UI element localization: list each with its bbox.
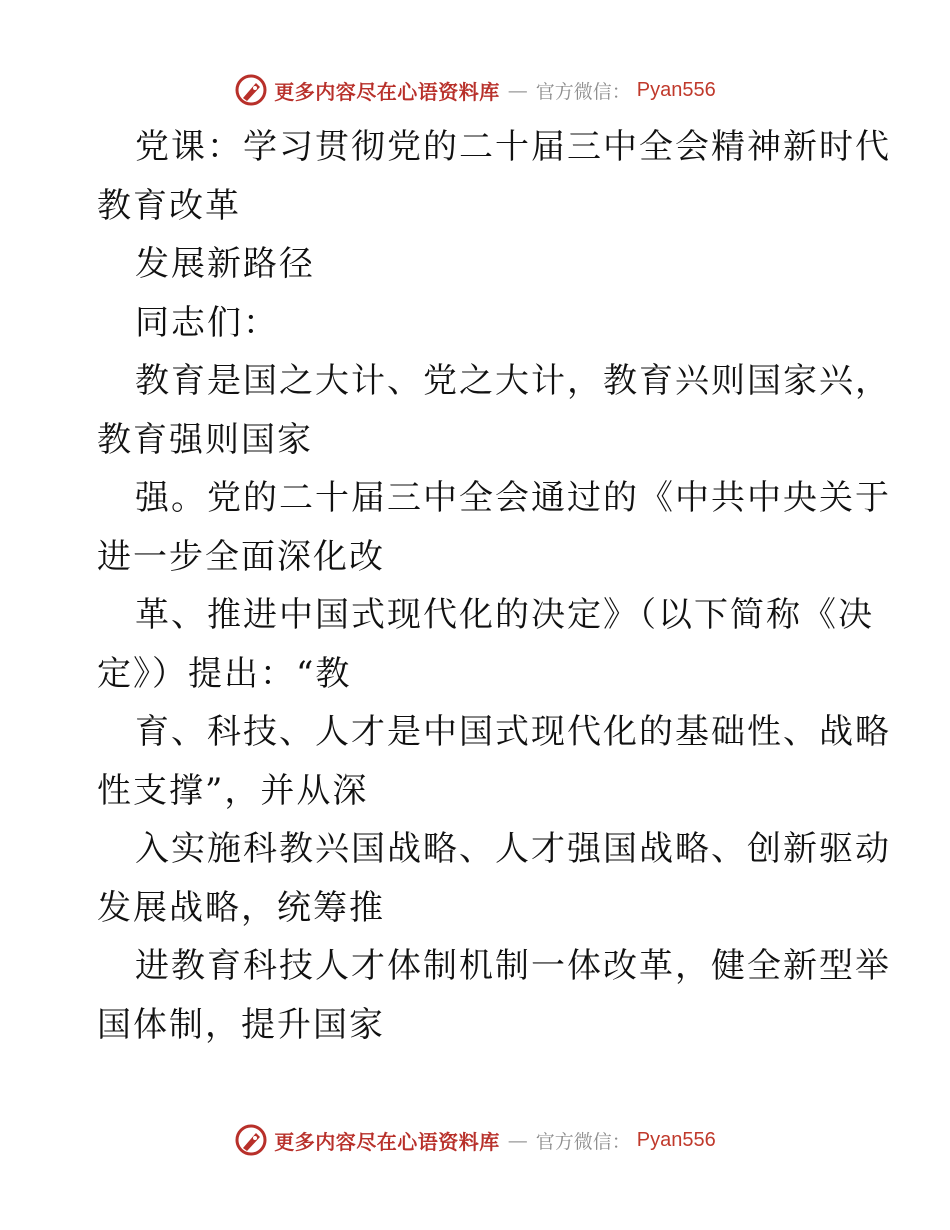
footer-banner [0, 1120, 950, 1160]
banner-wechat-id: Pyan556 [636, 78, 716, 101]
document-text-line: 进一步全面深化改 [97, 536, 385, 577]
banner-separator: — [507, 1128, 528, 1152]
document-text-line: 育、科技、人才是中国式现代化的基础性、战略 [135, 712, 891, 752]
document-text-line: 革、推进中国式现代化的决定》（以下简称《决 [135, 595, 874, 635]
document-title-line: 教育改革 [97, 185, 241, 226]
banner-separator: — [507, 78, 528, 102]
banner-wechat-id: Pyan556 [636, 1128, 716, 1151]
document-title-line: 党课：学习贯彻党的二十届三中全会精神新时代 [135, 127, 891, 167]
document-text-line: 进教育科技人才体制机制一体改革，健全新型举 [135, 946, 891, 986]
document-text-line: 国体制，提升国家 [97, 1004, 385, 1045]
banner-promo-text: 更多内容尽在心语资料库 [274, 79, 500, 104]
document-text-line: 发展战略，统筹推 [97, 887, 385, 928]
banner-wechat-label: 官方微信： [535, 1130, 631, 1153]
document-text-line: 性支撑”，并从深 [97, 770, 369, 811]
document-text-line: 入实施科教兴国战略、人才强国战略、创新驱动 [135, 829, 891, 869]
document-subtitle-line: 发展新路径 [135, 244, 315, 284]
document-text-line: 教育强则国家 [97, 419, 313, 460]
document-body [97, 118, 891, 1054]
pen-nib-logo-icon [234, 73, 268, 107]
banner-wechat-label: 官方微信： [535, 80, 631, 103]
document-text-line: 强。党的二十届三中全会通过的《中共中央关于 [135, 478, 891, 518]
document-text-line: 教育是国之大计、党之大计，教育兴则国家兴， [135, 361, 891, 401]
document-salutation: 同志们： [135, 302, 279, 343]
document-text-line: 定》）提出：“教 [97, 653, 352, 694]
header-banner [0, 70, 950, 110]
pen-nib-logo-icon [234, 1123, 268, 1157]
banner-promo-text: 更多内容尽在心语资料库 [274, 1129, 500, 1154]
